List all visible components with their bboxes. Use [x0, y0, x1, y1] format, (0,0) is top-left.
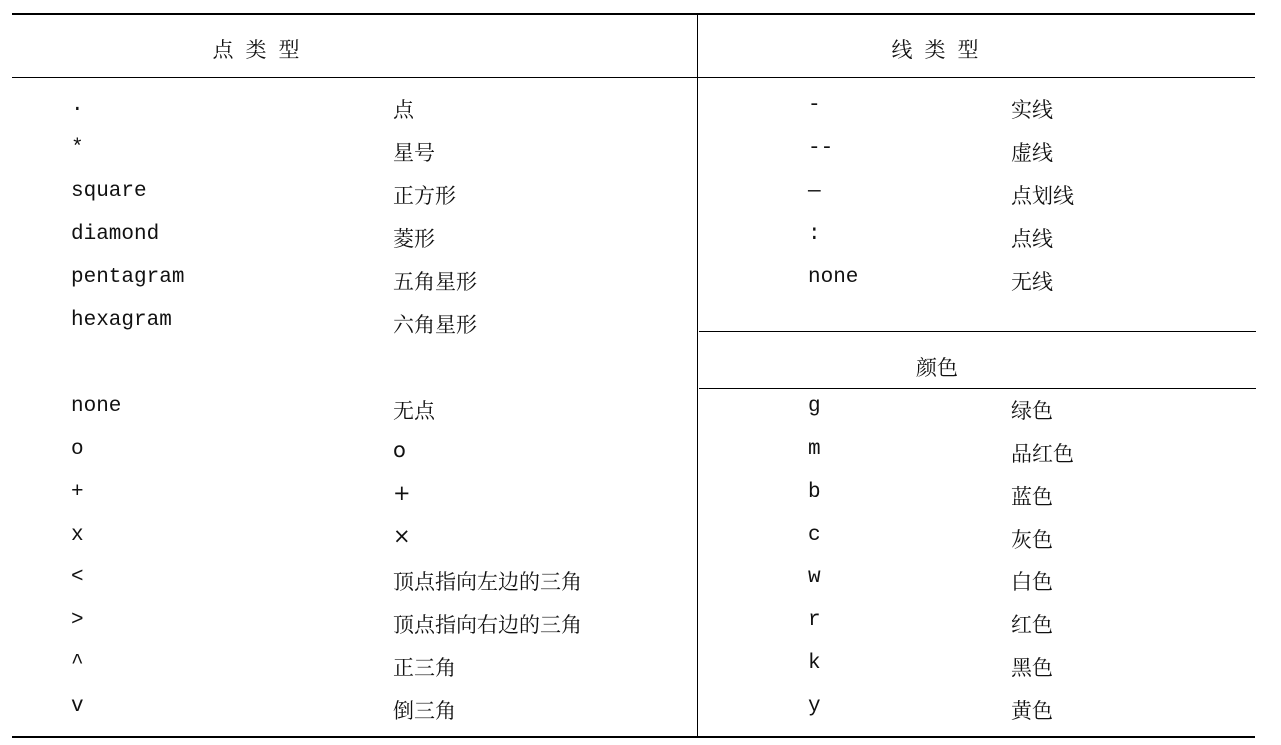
color-row-code: w: [808, 566, 821, 589]
column-divider: [697, 13, 698, 737]
point-row-code: ^: [71, 652, 84, 675]
point-row-code: hexagram: [71, 309, 172, 332]
line-row-code: —: [808, 180, 821, 203]
color-row-code: b: [808, 481, 821, 504]
point-row-code: none: [71, 395, 122, 418]
point-row-desc: 六角星形: [393, 313, 477, 337]
point-row-desc: ×: [393, 524, 411, 548]
color-header: 颜色: [916, 356, 958, 380]
point-row-desc: 菱形: [393, 227, 435, 251]
point-row-desc: 点: [393, 98, 414, 122]
line-row-desc: 无线: [1011, 270, 1053, 294]
point-row-desc: 顶点指向左边的三角: [393, 570, 582, 594]
color-row-desc: 品红色: [1011, 442, 1074, 466]
point-row-code: x: [71, 524, 84, 547]
color-row-code: k: [808, 652, 821, 675]
color-row-desc: 绿色: [1011, 399, 1053, 423]
point-row-code: diamond: [71, 223, 160, 246]
line-type-header: 线类型: [891, 38, 991, 62]
line-row-code: -: [808, 94, 821, 117]
line-row-code: none: [808, 266, 859, 289]
color-row-code: y: [808, 695, 821, 718]
point-type-header: 点类型: [212, 38, 312, 62]
header-bottom-rule: [12, 77, 1255, 78]
color-row-desc: 蓝色: [1011, 485, 1053, 509]
color-row-code: m: [808, 438, 821, 461]
point-row-desc: 五角星形: [393, 270, 477, 294]
line-row-desc: 点划线: [1011, 184, 1074, 208]
line-row-desc: 实线: [1011, 98, 1053, 122]
color-row-code: r: [808, 609, 821, 632]
point-row-desc: 正三角: [393, 656, 456, 680]
color-row-code: c: [808, 524, 821, 547]
point-row-desc: +: [393, 481, 411, 505]
table-top-rule: [12, 13, 1255, 15]
line-row-desc: 虚线: [1011, 141, 1053, 165]
point-row-code: square: [71, 180, 147, 203]
point-row-code: o: [71, 438, 84, 461]
line-row-code: :: [808, 223, 821, 246]
color-row-desc: 白色: [1011, 570, 1053, 594]
point-row-desc: 顶点指向右边的三角: [393, 613, 582, 637]
line-row-desc: 点线: [1011, 227, 1053, 251]
line-color-divider-rule: [699, 331, 1256, 332]
color-row-desc: 灰色: [1011, 528, 1053, 552]
color-row-desc: 红色: [1011, 613, 1053, 637]
point-row-desc: o: [393, 438, 406, 462]
line-row-code: --: [808, 137, 834, 160]
point-row-code: <: [71, 566, 84, 589]
point-row-code: v: [71, 695, 84, 718]
point-row-code: .: [71, 94, 84, 117]
point-row-desc: 正方形: [393, 184, 456, 208]
table-bottom-rule: [12, 736, 1255, 738]
point-row-code: +: [71, 481, 84, 504]
point-row-desc: 无点: [393, 399, 435, 423]
point-row-desc: 星号: [393, 141, 435, 165]
point-row-code: >: [71, 609, 84, 632]
color-row-desc: 黑色: [1011, 656, 1053, 680]
color-row-code: g: [808, 395, 821, 418]
point-row-code: *: [71, 137, 84, 160]
point-row-desc: 倒三角: [393, 699, 456, 723]
color-header-rule: [699, 388, 1256, 389]
point-row-code: pentagram: [71, 266, 185, 289]
color-row-desc: 黄色: [1011, 699, 1053, 723]
